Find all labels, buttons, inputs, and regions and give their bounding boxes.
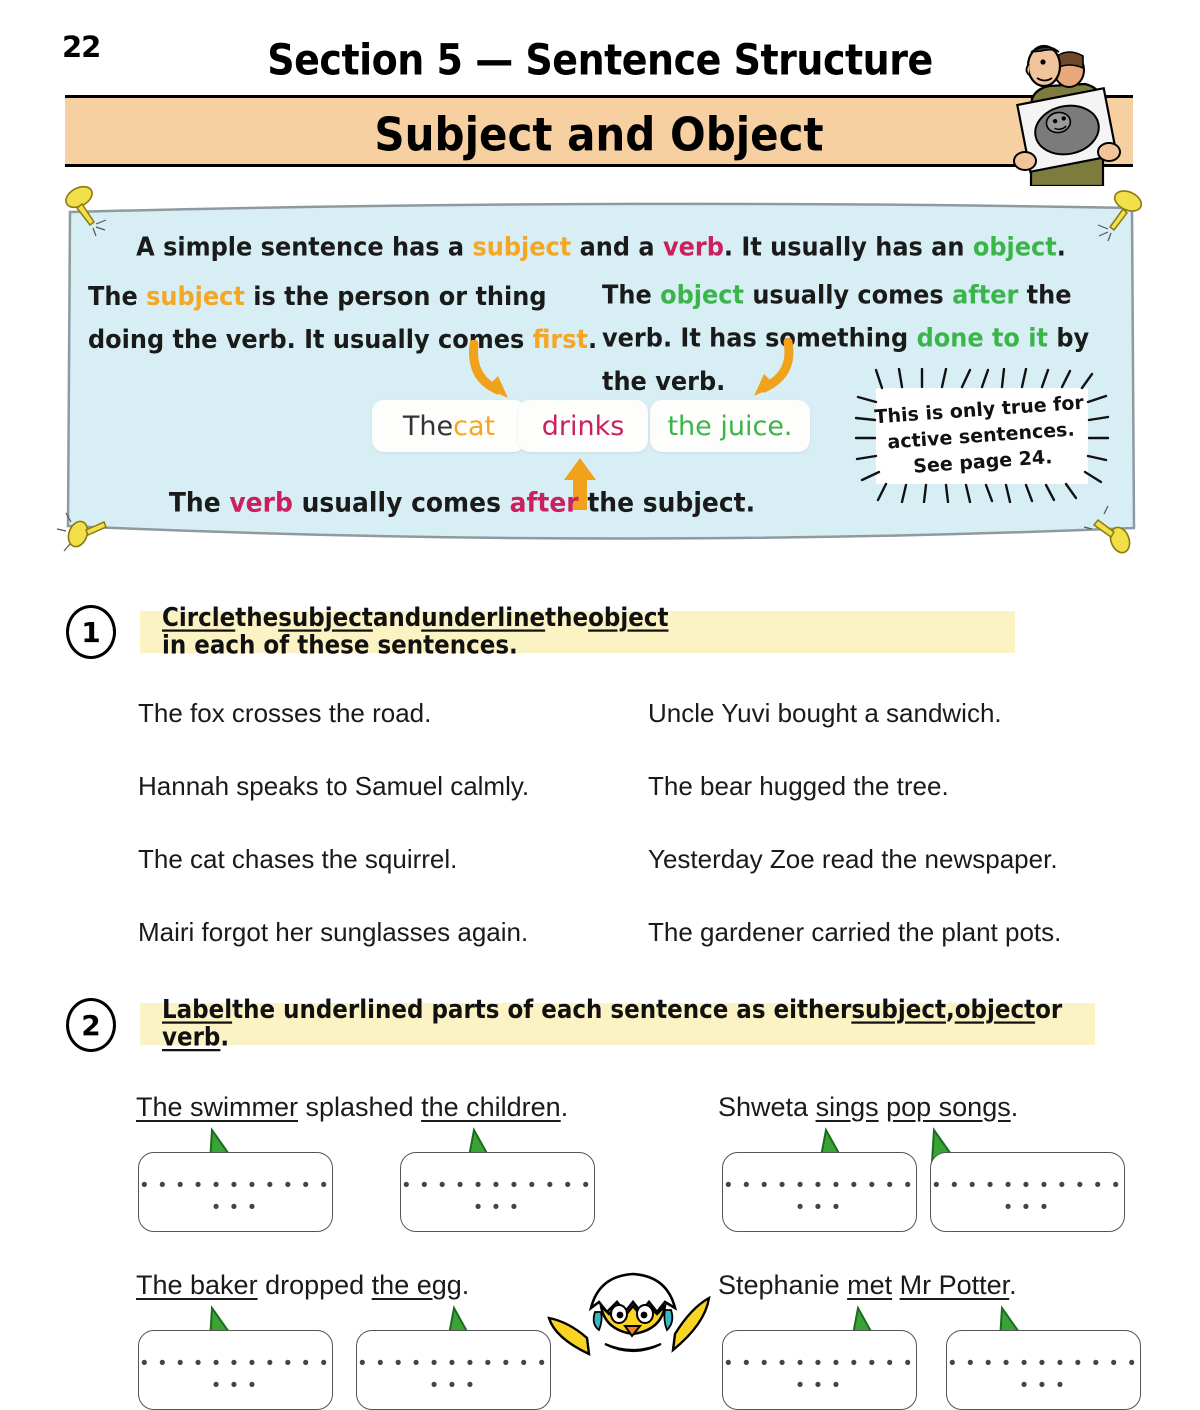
q2-i-p2: the underlined parts of each sentence as either bbox=[232, 995, 852, 1025]
keyword-subject: subject bbox=[146, 281, 245, 312]
question-1-number: 1 bbox=[66, 605, 116, 659]
q2-s2-part-0: Shweta bbox=[718, 1092, 816, 1122]
q1-word-circle: Circle bbox=[162, 603, 236, 633]
q2-answer-box-3[interactable] bbox=[722, 1152, 917, 1232]
q2-s3-part-1: dropped bbox=[257, 1270, 372, 1300]
starburst-note-text bbox=[859, 374, 1104, 498]
q2-s1-part-3: . bbox=[560, 1092, 569, 1122]
q2-s4-part-2 bbox=[892, 1270, 900, 1300]
page-number: 22 bbox=[62, 30, 101, 64]
info-line1-part-d: . bbox=[1056, 231, 1066, 263]
question-1-instruction bbox=[140, 603, 1015, 661]
keyword-subject: subject bbox=[472, 231, 572, 263]
right-part-a: The bbox=[602, 279, 661, 310]
q2-answer-dots-7: • • • • • • • • • • • • • • bbox=[725, 1353, 914, 1396]
q1-right-sentence-4: The gardener carried the plant pots. bbox=[648, 917, 1062, 947]
q2-answer-dots-8: • • • • • • • • • • • • • • bbox=[949, 1353, 1138, 1396]
q1-instruction-text bbox=[162, 604, 1015, 659]
bottom-part-c: the subject. bbox=[578, 486, 756, 519]
q2-i-p6: or bbox=[1035, 995, 1063, 1025]
man-holding-photo-icon bbox=[997, 18, 1127, 186]
q1-word-subject: subject bbox=[278, 603, 373, 633]
left-part-c: . bbox=[588, 324, 598, 355]
page-title-bar bbox=[65, 95, 1133, 167]
keyword-verb: verb bbox=[662, 231, 724, 263]
info-line1-part-c: . It usually has an bbox=[723, 231, 973, 263]
q2-sentence-3 bbox=[136, 1270, 469, 1301]
bottom-part-b: usually comes bbox=[292, 486, 510, 519]
keyword-done-to-it: done to it bbox=[916, 322, 1048, 354]
q2-answer-box-5[interactable] bbox=[138, 1330, 333, 1410]
q1-right-sentence-2: The bear hugged the tree. bbox=[648, 771, 949, 801]
example-box-subject bbox=[372, 400, 526, 452]
q2-s2-part-3: pop songs bbox=[886, 1092, 1011, 1122]
q1-i-p6: the bbox=[545, 603, 589, 633]
q1-word-underline: underline bbox=[421, 603, 546, 633]
q1-word-object: object bbox=[588, 603, 669, 633]
q2-s1-part-2: the children bbox=[421, 1092, 561, 1122]
q2-answer-dots-4: • • • • • • • • • • • • • • bbox=[933, 1175, 1122, 1218]
example-highlight-1: drinks bbox=[541, 410, 625, 442]
q2-i-p4: , bbox=[945, 995, 955, 1025]
q2-s3-part-2: the egg bbox=[371, 1270, 462, 1300]
q2-i-p8: . bbox=[220, 1023, 230, 1053]
q2-answer-box-4[interactable] bbox=[930, 1152, 1125, 1232]
example-highlight-2: the juice. bbox=[667, 410, 793, 442]
q2-s4-part-1: met bbox=[847, 1270, 893, 1300]
q2-instruction-text bbox=[162, 996, 1095, 1051]
example-highlight-0: cat bbox=[453, 410, 496, 442]
q1-left-sentence-2: Hannah speaks to Samuel calmly. bbox=[138, 771, 530, 801]
example-box-object bbox=[650, 400, 810, 452]
example-box-verb bbox=[518, 400, 648, 452]
right-part-d: by the verb. bbox=[602, 322, 1090, 397]
q1-i-p2: the bbox=[235, 603, 279, 633]
left-part-a: The bbox=[88, 281, 147, 312]
q2-word-subject: subject bbox=[851, 995, 946, 1025]
q2-s1-part-1: splashed bbox=[298, 1092, 422, 1122]
starburst-line-2: active sentences. bbox=[886, 418, 1076, 454]
q2-word-label: Label bbox=[162, 995, 233, 1025]
keyword-after: after bbox=[952, 279, 1019, 310]
info-line1-part-a: A simple sentence has a bbox=[136, 231, 473, 263]
q2-s2-part-1: sings bbox=[815, 1092, 879, 1122]
q2-answer-dots-5: • • • • • • • • • • • • • • bbox=[141, 1353, 330, 1396]
q1-left-sentence-1: The fox crosses the road. bbox=[138, 698, 432, 728]
q2-s3-part-3: . bbox=[461, 1270, 470, 1300]
right-part-b: usually comes bbox=[743, 279, 953, 310]
keyword-first: first bbox=[532, 324, 589, 355]
q2-answer-box-6[interactable] bbox=[356, 1330, 551, 1410]
q1-left-sentence-4: Mairi forgot her sunglasses again. bbox=[138, 917, 529, 947]
question-2-number: 2 bbox=[66, 998, 116, 1052]
keyword-object: object bbox=[660, 279, 744, 310]
keyword-verb: verb bbox=[229, 486, 293, 519]
right-part-c: the verb. It has something bbox=[602, 279, 1072, 354]
q2-s3-part-0: The baker bbox=[136, 1270, 258, 1300]
q2-answer-box-8[interactable] bbox=[946, 1330, 1141, 1410]
q2-answer-dots-3: • • • • • • • • • • • • • • bbox=[725, 1175, 914, 1218]
section-title: Section 5 — Sentence Structure bbox=[267, 35, 933, 85]
q2-word-verb: verb bbox=[162, 1023, 221, 1053]
starburst-line-3: See page 24. bbox=[912, 446, 1054, 478]
q2-answer-dots-6: • • • • • • • • • • • • • • bbox=[359, 1353, 548, 1396]
q2-s4-part-4: . bbox=[1009, 1270, 1017, 1300]
q2-answer-dots-1: • • • • • • • • • • • • • • bbox=[141, 1175, 330, 1218]
q2-s4-part-3: Mr Potter bbox=[899, 1270, 1010, 1300]
bottom-part-a: The bbox=[168, 486, 230, 519]
q2-sentence-4 bbox=[718, 1270, 1017, 1301]
left-part-b: is the person or thing doing the verb. It usually comes bbox=[88, 281, 547, 355]
q2-word-object: object bbox=[954, 995, 1036, 1025]
q2-s2-part-4: . bbox=[1010, 1092, 1019, 1122]
q2-s4-part-0: Stephanie bbox=[718, 1270, 848, 1300]
q2-answer-box-2[interactable] bbox=[400, 1152, 595, 1232]
q1-left-sentence-3: The cat chases the squirrel. bbox=[138, 844, 458, 874]
q2-answer-dots-2: • • • • • • • • • • • • • • bbox=[403, 1175, 592, 1218]
keyword-after: after bbox=[509, 486, 579, 519]
hatching-chick-icon bbox=[545, 1272, 720, 1358]
q1-right-sentence-3: Yesterday Zoe read the newspaper. bbox=[648, 844, 1058, 874]
q2-answer-box-1[interactable] bbox=[138, 1152, 333, 1232]
keyword-object: object bbox=[972, 231, 1057, 263]
question-2-instruction bbox=[140, 995, 1095, 1053]
info-line-1 bbox=[62, 232, 1140, 262]
q2-s1-part-0: The swimmer bbox=[136, 1092, 299, 1122]
q1-right-sentence-1: Uncle Yuvi bought a sandwich. bbox=[648, 698, 1002, 728]
page-title: Subject and Object bbox=[374, 107, 824, 161]
starburst-line-1: This is only true for bbox=[873, 391, 1085, 429]
q2-s2-part-2 bbox=[879, 1092, 887, 1122]
q1-i-p4: and bbox=[372, 603, 422, 633]
q2-sentence-2 bbox=[718, 1092, 1018, 1123]
example-plain-0: The bbox=[402, 410, 454, 442]
q2-sentence-1 bbox=[136, 1092, 568, 1123]
info-line1-part-b: and a bbox=[571, 231, 663, 263]
info-panel bbox=[62, 190, 1140, 558]
info-bottom-line bbox=[62, 487, 862, 518]
q2-answer-box-7[interactable] bbox=[722, 1330, 917, 1410]
q1-i-p8: in each of these sentences. bbox=[162, 631, 518, 661]
